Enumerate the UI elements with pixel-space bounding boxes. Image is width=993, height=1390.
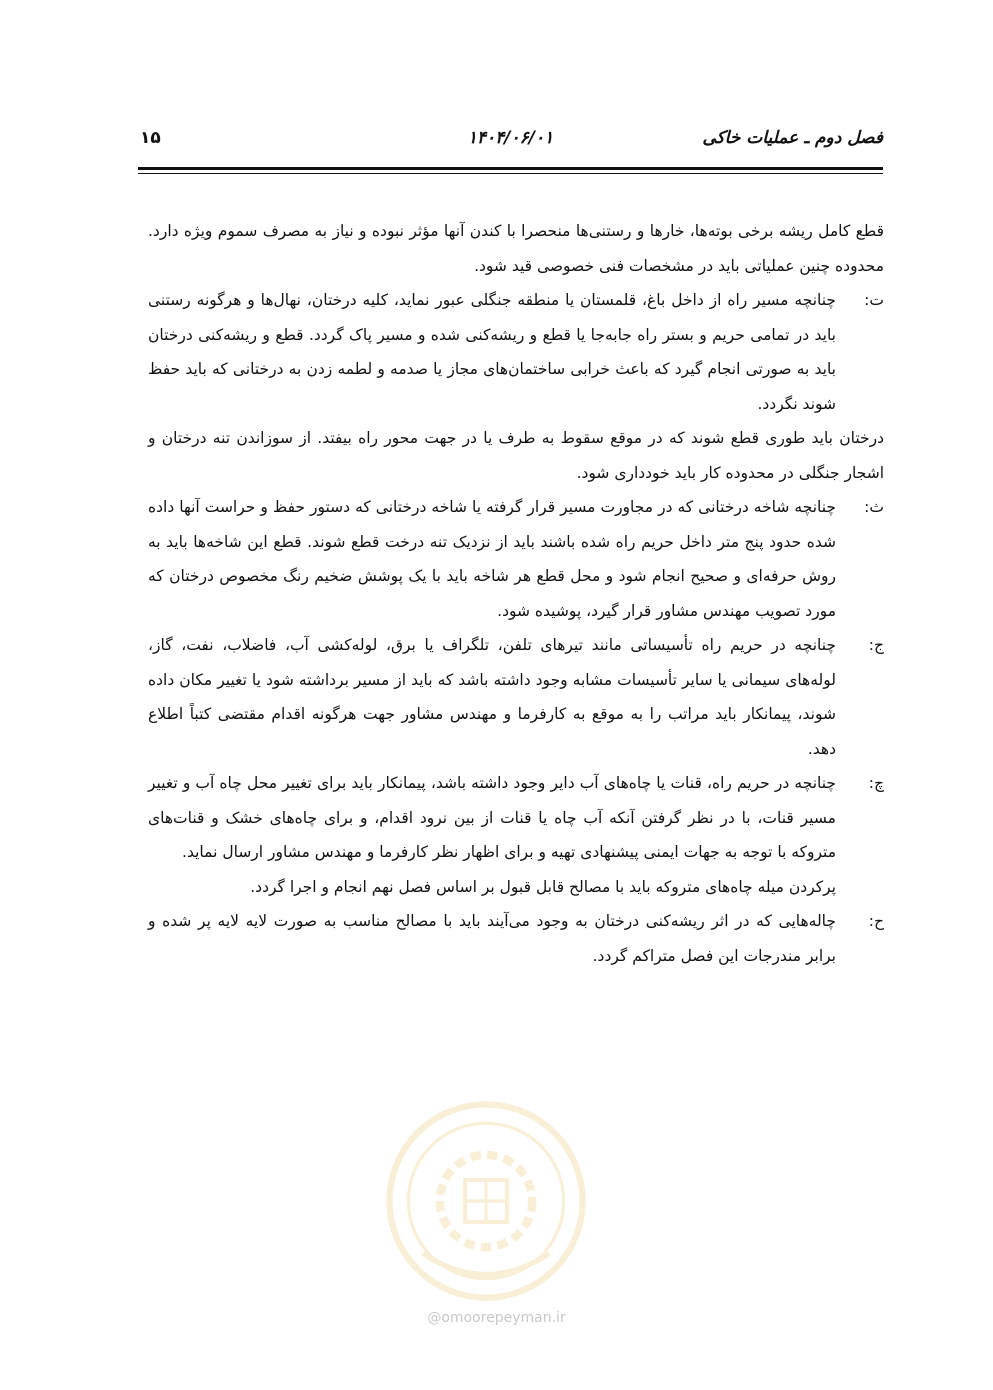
list-item: [148, 904, 884, 973]
intro-paragraph: [148, 214, 884, 283]
list-item: [148, 490, 884, 628]
item-text: چنانچه شاخه درختانی که در مجاورت مسیر قرار گرفته یا شاخه درختانی که دستور حفظ و حراست آنها داده شده حدود پنج متر داخل حریم راه شده باشند باید از نزدیک تنه درخت قطع شوند. قطع این شاخه‌ها باید به روش حرفه‌ای و صحیح انجام شود و محل قطع هر شاخه باید با یک پوشش ضخیم رنگ مخصوص درختان که مورد تصویب مهندس مشاور قرار گیرد، پوشیده شود.: [148, 498, 836, 620]
list-item: [148, 628, 884, 766]
chapter-title: فصل دوم ـ عملیات خاکی: [702, 128, 883, 148]
watermark-seal-icon: [381, 1096, 591, 1306]
body-text: [148, 214, 884, 973]
intro-line-1: قطع کامل ریشه برخی بوته‌ها، خارها و رستنی‌ها منحصرا با کندن آنها مؤثر نبوده و نیاز به مصرف: [262, 222, 884, 240]
watermark-url: @omoorepeyman.ir: [427, 1310, 566, 1326]
item-text: چاله‌هایی که در اثر ریشه‌کنی درختان به وجود می‌آیند باید با مصالح مناسب به صورت لایه لایه پر شده و برابر مندرجات این فصل متراکم گردد.: [148, 912, 836, 965]
item-text: چنانچه در حریم راه تأسیساتی مانند تیرهای تلفن، تلگراف یا برق، لوله‌کشی آب، فاضلاب، نفت، گاز، لوله‌های سیمانی یا سایر تأسیسات مشابه وجود داشته باشد که باید از مسیر برداشته شود یا تغییر مکان داده شوند، پیمانکار باید مراتب را به موقع به کارفرما و مهندس مشاور جهت هرگونه اقدام مقتضی کتباً اطلاع دهد.: [148, 636, 836, 758]
paragraph-trees-felling: درختان باید طوری قطع شوند که در موقع سقوط به طرف یا در جهت محور راه بیفتد. از سوزاندن تنه درختان و اشجار جنگلی در محدوده کار باید خودداری شود.: [148, 429, 884, 482]
header-date: ۱۴۰۴/۰۶/۰۱: [467, 128, 554, 148]
item-label: ح:: [868, 912, 884, 930]
item-label: ث:: [864, 498, 884, 516]
paragraph-wells-filling: پرکردن میله چاه‌های متروکه باید با مصالح قابل قبول بر اساس فصل نهم انجام و اجرا گردد.: [250, 877, 836, 896]
header-rule-thin: [138, 173, 883, 174]
page-header: [138, 128, 883, 158]
list-item: [148, 766, 884, 870]
item-label: ج:: [868, 636, 884, 654]
item-label: ت:: [864, 291, 884, 309]
list-item: [148, 283, 884, 421]
intro-line-2: سموم ویژه دارد. محدوده چنین عملیاتی باید در مشخصات فنی خصوصی قید شود.: [148, 222, 884, 275]
item-label: چ:: [868, 774, 884, 792]
header-rule-thick: [138, 167, 883, 170]
item-text: چنانچه مسیر راه از داخل باغ، قلمستان یا منطقه جنگلی عبور نماید، کلیه درختان، نهال‌ها و هرگونه رستنی باید در تمامی حریم و بستر راه جابه‌جا یا قطع و ریشه‌کنی شده و مسیر پاک گردد. قطع و ریشه‌کنی درختان باید به صورتی انجام گیرد که باعث خرابی ساختمان‌های مجاز یا صدمه و لطمه زدن به درختانی که باید حفظ شوند نگردد.: [148, 291, 836, 413]
item-text: چنانچه در حریم راه، قنات یا چاه‌های آب دایر وجود داشته باشد، پیمانکار باید برای تغییر محل چاه آب و تغییر مسیر قنات، با در نظر گرفتن آنکه آب چاه یا قنات از بین نرود اقدام، و برای چاه‌های خشک و قنات‌های متروکه با توجه به جهات ایمنی پیشنهادی تهیه و برای اظهار نظر کارفرما و مهندس مشاور ارسال نماید.: [148, 774, 836, 861]
page-number: ۱۵: [140, 128, 161, 148]
